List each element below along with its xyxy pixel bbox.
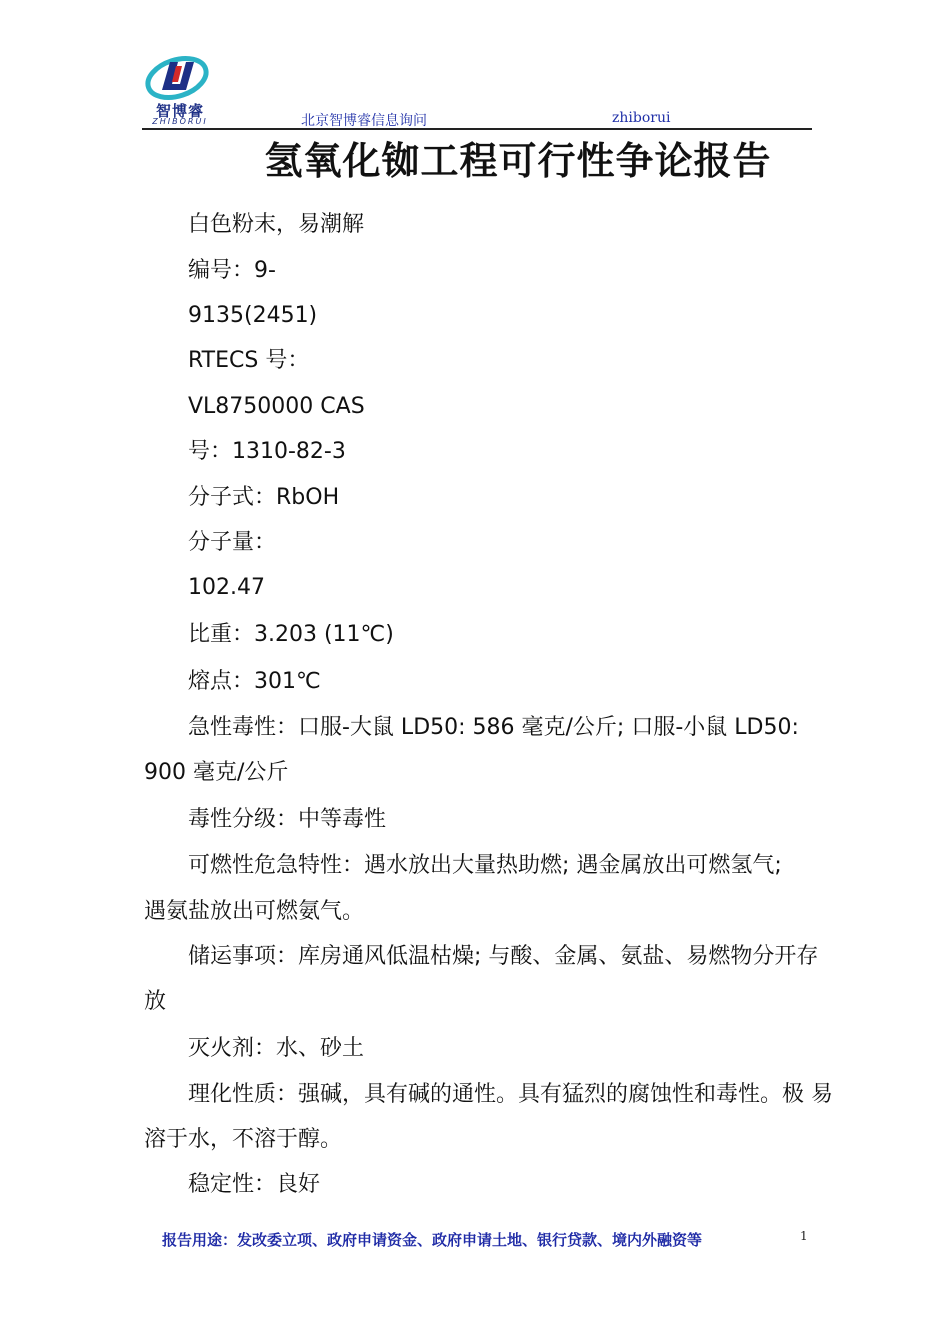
body-line: 理化性质：强碱，具有碱的通性。具有猛烈的腐蚀性和毒性。极 易 (188, 1082, 833, 1107)
body-line: 9135(2451) (188, 303, 318, 328)
logo-subtext: ZHIBORUI (152, 117, 208, 126)
body-line: 稳定性：良好 (188, 1172, 321, 1197)
page-number: 1 (800, 1229, 808, 1243)
document-title: 氢氧化铷工程可行性争论报告 (264, 139, 772, 183)
body-line: 可燃性危急特性：遇水放出大量热助燃; 遇金属放出可燃氢气; (188, 853, 782, 878)
body-line: VL8750000 CAS (188, 394, 365, 419)
body-line: 比重：3.203 (11℃) (188, 622, 394, 647)
footer-usage: 报告用途：发改委立项、政府申请资金、政府申请土地、银行贷款、境内外融资等 (162, 1231, 703, 1249)
body-line: 分子式：RbOH (188, 485, 340, 510)
body-line: 熔点：301℃ (188, 669, 321, 694)
body-line: 急性毒性：口服-大鼠 LD50: 586 毫克/公斤; 口服-小鼠 LD50: (188, 715, 799, 740)
body-line: 102.47 (188, 575, 265, 600)
body-line: 号：1310-82-3 (188, 439, 346, 464)
logo-text: 智博睿 (155, 102, 204, 120)
body-line: 储运事项：库房通风低温枯燥; 与酸、金属、氨盐、易燃物分开存 (188, 944, 819, 969)
body-line: 白色粉末，易潮解 (188, 212, 365, 237)
header-company: 北京智博睿信息询问 (301, 113, 427, 129)
body-line: RTECS 号： (188, 348, 310, 373)
body-line: 编号：9- (188, 258, 276, 283)
body-line: 溶于水，不溶于醇。 (144, 1127, 343, 1152)
body-line: 遇氨盐放出可燃氨气。 (144, 899, 365, 924)
header-site: zhiborui (612, 110, 671, 126)
body-line: 分子量： (188, 530, 277, 555)
body-line: 灭火剂：水、砂土 (188, 1036, 365, 1061)
body-line: 900 毫克/公斤 (144, 760, 289, 785)
body-line: 毒性分级：中等毒性 (188, 807, 387, 832)
body-line: 放 (144, 989, 167, 1014)
